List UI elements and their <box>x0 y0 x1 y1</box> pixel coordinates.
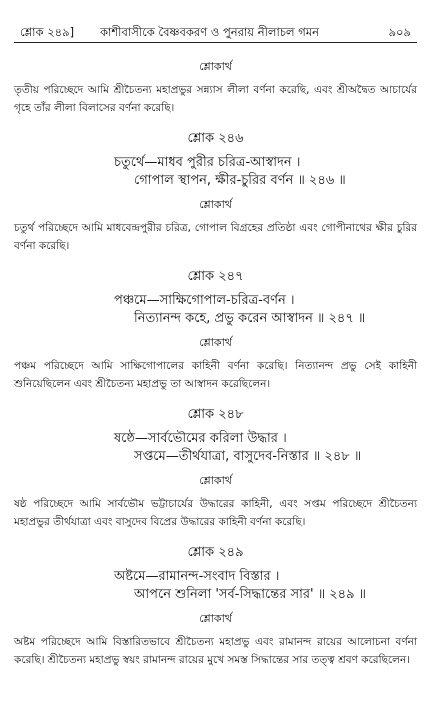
translation-text: ষষ্ঠ পরিচ্ছেদে আমি সার্বভৌম ভট্টাচার্যের উদ্ধারের কাহিনী, এবং সপ্তম পরিচ্ছেদে শ্রীচৈতন্য মহাপ্রভুর তীর্থযাত্রা এবং বাসুদেব বিপ্রের উদ্ধারের কাহিনী বর্ণনা করেছি। <box>14 498 417 528</box>
verse-line: চতুর্থে—মাধব পুরীর চরিত্র-আস্বাদন । <box>114 155 301 170</box>
verse-block-246 <box>14 129 417 255</box>
verse-block-248 <box>14 405 417 531</box>
header-chapter-title: কাশীবাসীকে বৈষ্ণবকরণ ও পুনরায় নীলাচল গমন <box>100 25 319 39</box>
verse-line: পঞ্চমে—সাক্ষিগোপাল-চরিত্র-বর্ণন । <box>114 293 295 308</box>
verse-number: শ্লোক ২৪৬ <box>187 131 244 146</box>
translation-label: শ্লোকার্থ <box>199 612 232 625</box>
header-verse-ref: শ্লোক ২৪৯] <box>20 25 75 39</box>
page-content <box>14 52 417 673</box>
translation-text: অষ্টম পরিচ্ছেদে আমি বিস্তারিতভাবে শ্রীচৈতন্য মহাপ্রভু এবং রামানন্দ রায়ের আলোচনা বর্ণনা করেছি। শ্রীচৈতন্য মহাপ্রভু স্বয়ং রামানন্দ রায়ের মুখে সমস্ত সিদ্ধান্তের সার তত্ত্ব শ্রবণ করেছিলেন। <box>14 636 417 666</box>
verse-line: সপ্তমে—তীর্থযাত্রা, বাসুদেব-নিস্তার ॥ ২৪৮ ॥ <box>134 449 362 464</box>
header-rule <box>14 42 417 43</box>
verse-line: আপনে শুনিলা 'সর্ব-সিদ্ধান্তের সার' ॥ ২৪৯ ॥ <box>134 587 367 602</box>
translation-label: শ্লোকার্থ <box>199 336 232 349</box>
page-number: ৯০৯ <box>388 25 411 39</box>
translation-text: পঞ্চম পরিচ্ছেদে আমি সাক্ষিগোপালের কাহিনী বর্ণনা করেছি। নিত্যানন্দ প্রভু সেই কাহিনী শুনিয়েছিলেন এবং শ্রীচৈতন্য মহাপ্রভু তা আস্বাদন করেছিলেন। <box>14 360 417 390</box>
verse-line: ষষ্ঠে—সার্বভৌমের করিলা উদ্ধার । <box>114 431 287 446</box>
translation-label: শ্লোকার্থ <box>199 198 232 211</box>
translation-text: চতুর্থ পরিচ্ছেদে আমি মাধবেন্দ্রপুরীর চরিত্র, গোপাল বিগ্রহের প্রতিষ্ঠা এবং গোপীনাথের ক্ষীর চুরির বর্ণনা করেছি। <box>14 222 417 252</box>
running-header <box>14 24 417 42</box>
verse-number: শ্লোক ২৪৮ <box>187 407 244 422</box>
verse-line: নিত্যানন্দ কহে, প্রভু করেন আস্বাদন ॥ ২৪৭ ॥ <box>134 311 366 326</box>
translation-label: শ্লোকার্থ <box>199 474 232 487</box>
verse-line: গোপাল স্থাপন, ক্ষীর-চুরির বর্ণন ॥ ২৪৬ ॥ <box>134 173 346 188</box>
verse-block-247 <box>14 267 417 393</box>
verse-line: অষ্টমে—রামানন্দ-সংবাদ বিস্তার । <box>114 569 280 584</box>
verse-block-249 <box>14 543 417 669</box>
translation-text: তৃতীয় পরিচ্ছেদে আমি শ্রীচৈতন্য মহাপ্রভুর সন্ন্যাস লীলা বর্ণনা করেছি, এবং শ্রীঅদ্বৈত আচার্যের গৃহে তাঁর লীলা বিলাসের বর্ণনা করেছি। <box>14 84 417 114</box>
translation-label: শ্লোকার্থ <box>199 60 232 73</box>
verse-number: শ্লোক ২৪৯ <box>187 545 244 560</box>
verse-number: শ্লোক ২৪৭ <box>187 269 244 284</box>
